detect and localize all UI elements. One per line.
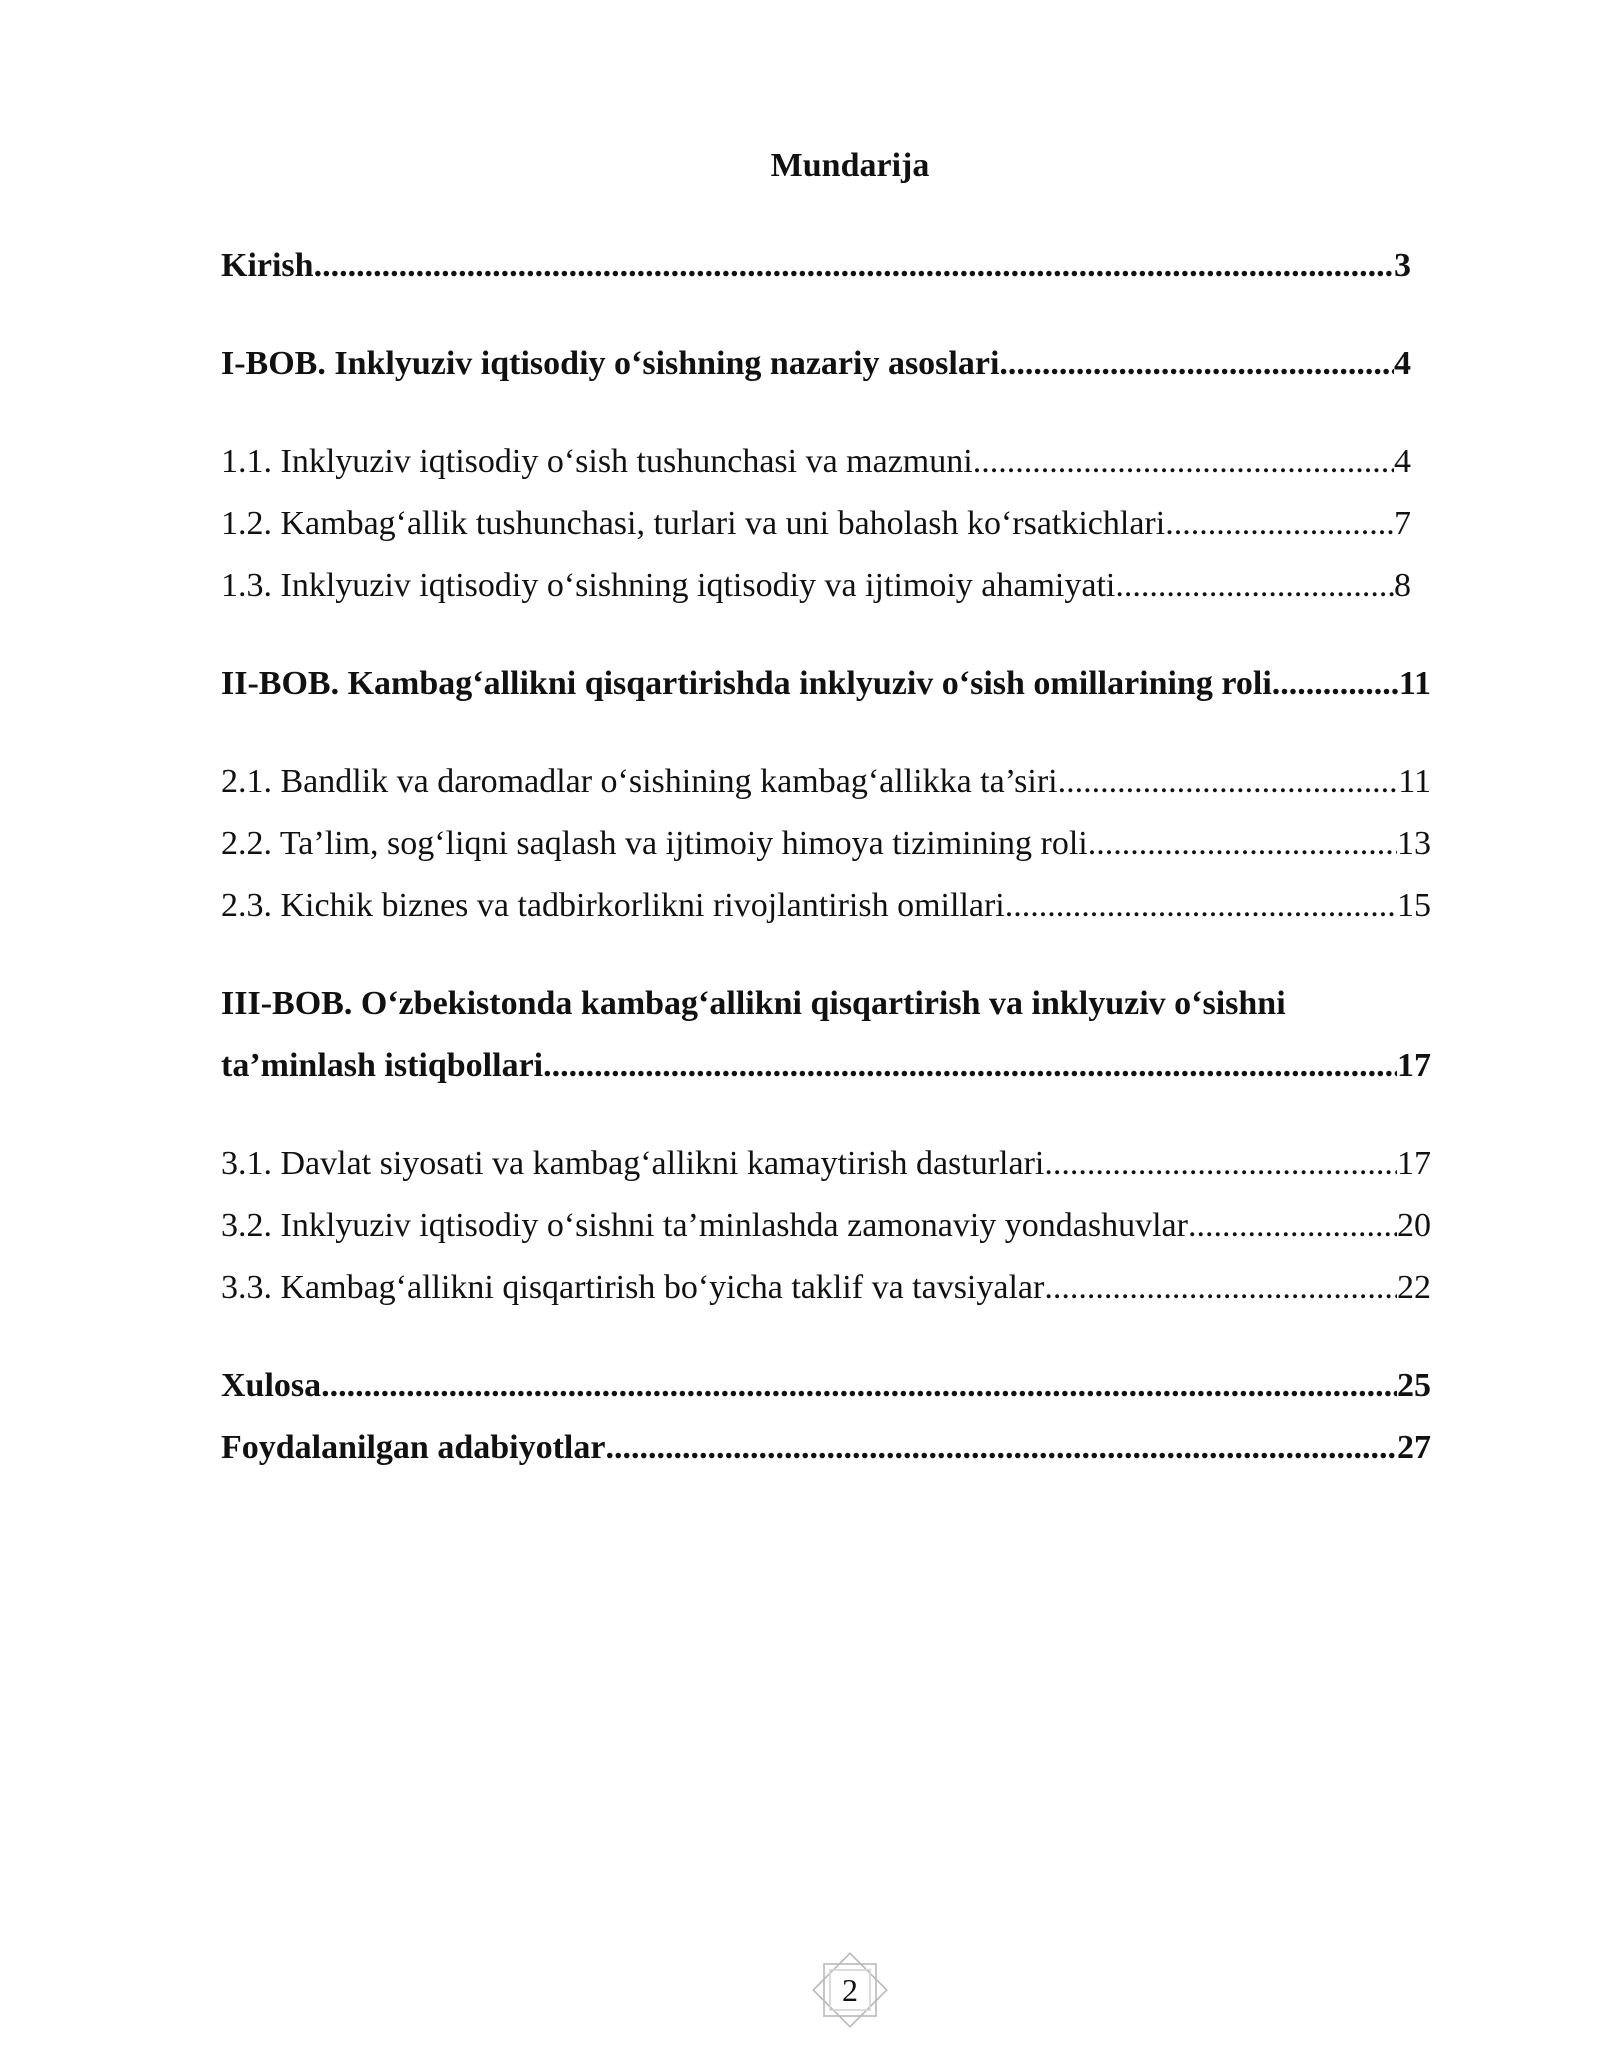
toc-entry-label: 3.1. Davlat siyosati va kambag‘allikni kamaytirish dasturlari (221, 1145, 1045, 1182)
dot-leader (999, 342, 1394, 386)
toc-entry-label: 2.1. Bandlik va daromadlar o‘sishining kambag‘allikka ta’siri (221, 763, 1058, 800)
toc-entry-page: 20 (1397, 1207, 1431, 1244)
toc-entry-page: 25 (1397, 1367, 1431, 1404)
dot-leader (1165, 502, 1394, 546)
toc-entry-label: I-BOB. Inklyuziv iqtisodiy o‘sishning nazariy asoslari (221, 345, 1000, 382)
toc-entry-label: ta’minlash istiqbollari (221, 1047, 544, 1084)
toc-entry-section-3-1[interactable] (221, 1142, 1431, 1186)
dot-leader (1044, 1266, 1397, 1310)
toc-entry-page: 4 (1394, 443, 1411, 480)
toc-entry-conclusion[interactable] (221, 1364, 1431, 1408)
toc-entry-section-3-3[interactable] (221, 1266, 1431, 1310)
toc-entry-references[interactable] (221, 1426, 1431, 1470)
toc-entry-page: 15 (1397, 887, 1431, 924)
toc-entry-page: 22 (1397, 1269, 1431, 1306)
toc-entry-page: 4 (1394, 345, 1411, 382)
toc-entry-section-2-3[interactable] (221, 884, 1431, 928)
toc-entry-chapter-3[interactable] (221, 1044, 1431, 1088)
toc-entry-page: 8 (1394, 567, 1411, 604)
dot-leader (605, 1426, 1397, 1470)
toc-entry-intro[interactable] (221, 244, 1411, 288)
dot-leader (973, 440, 1394, 484)
toc-entry-label: 3.3. Kambag‘allikni qisqartirish bo‘yicha taklif va tavsiyalar (221, 1269, 1045, 1306)
page-title: Mundarija (770, 147, 930, 184)
dot-leader (314, 244, 1394, 288)
toc-entry-label: Kirish (221, 247, 314, 284)
toc-entry-label: 1.2. Kambag‘allik tushunchasi, turlari va uni baholash ko‘rsatkichlari (221, 505, 1166, 542)
toc-entry-label: 3.2. Inklyuziv iqtisodiy o‘sishni ta’minlashda zamonaviy yondashuvlar (221, 1207, 1188, 1244)
page-number: 2 (842, 1972, 858, 2008)
toc-entry-chapter-2[interactable] (221, 662, 1431, 706)
toc-entry-page: 13 (1397, 825, 1431, 862)
dot-leader (1044, 1142, 1397, 1186)
dot-leader (1115, 564, 1394, 608)
toc-entry-page: 11 (1398, 763, 1431, 800)
toc-entry-label: 2.2. Ta’lim, sog‘liqni saqlash va ijtimoiy himoya tizimining roli (221, 825, 1088, 862)
dot-leader (1058, 760, 1399, 804)
dot-leader (1272, 662, 1399, 706)
toc-entry-page: 17 (1397, 1145, 1431, 1182)
toc-entry-page: 7 (1394, 505, 1411, 542)
dot-leader (543, 1044, 1397, 1088)
dot-leader (321, 1364, 1397, 1408)
toc-entry-section-1-1[interactable] (221, 440, 1411, 484)
toc-entry-page: 17 (1397, 1047, 1431, 1084)
dot-leader (1088, 822, 1397, 866)
toc-entry-label: 1.3. Inklyuziv iqtisodiy o‘sishning iqtisodiy va ijtimoiy ahamiyati (221, 567, 1116, 604)
toc-entry-page: 27 (1397, 1429, 1431, 1466)
toc-entry-section-3-2[interactable] (221, 1204, 1431, 1248)
toc-entry-label: Foydalanilgan adabiyotlar (221, 1429, 606, 1466)
toc-entry-label: 1.1. Inklyuziv iqtisodiy o‘sish tushunchasi va mazmuni (221, 443, 973, 480)
dot-leader (1005, 884, 1397, 928)
toc-entry-label: Xulosa (221, 1367, 322, 1404)
toc-entry-label: 2.3. Kichik biznes va tadbirkorlikni rivojlantirish omillari (221, 887, 1005, 924)
dot-leader (1188, 1204, 1397, 1248)
toc-entry-page: 3 (1394, 247, 1411, 284)
toc-entry-page: 11 (1398, 665, 1431, 702)
toc-entry-section-1-3[interactable] (221, 564, 1411, 608)
toc-entry-label: II-BOB. Kambag‘allikni qisqartirishda inklyuziv o‘sish omillarining roli (221, 665, 1272, 702)
toc-entry-chapter-3-line1[interactable]: III-BOB. O‘zbekistonda kambag‘allikni qisqartirish va inklyuziv o‘sishni (221, 985, 1286, 1022)
toc-entry-section-2-1[interactable] (221, 760, 1431, 804)
toc-entry-section-1-2[interactable] (221, 502, 1411, 546)
toc-entry-section-2-2[interactable] (221, 822, 1431, 866)
toc-entry-chapter-1[interactable] (221, 342, 1411, 386)
